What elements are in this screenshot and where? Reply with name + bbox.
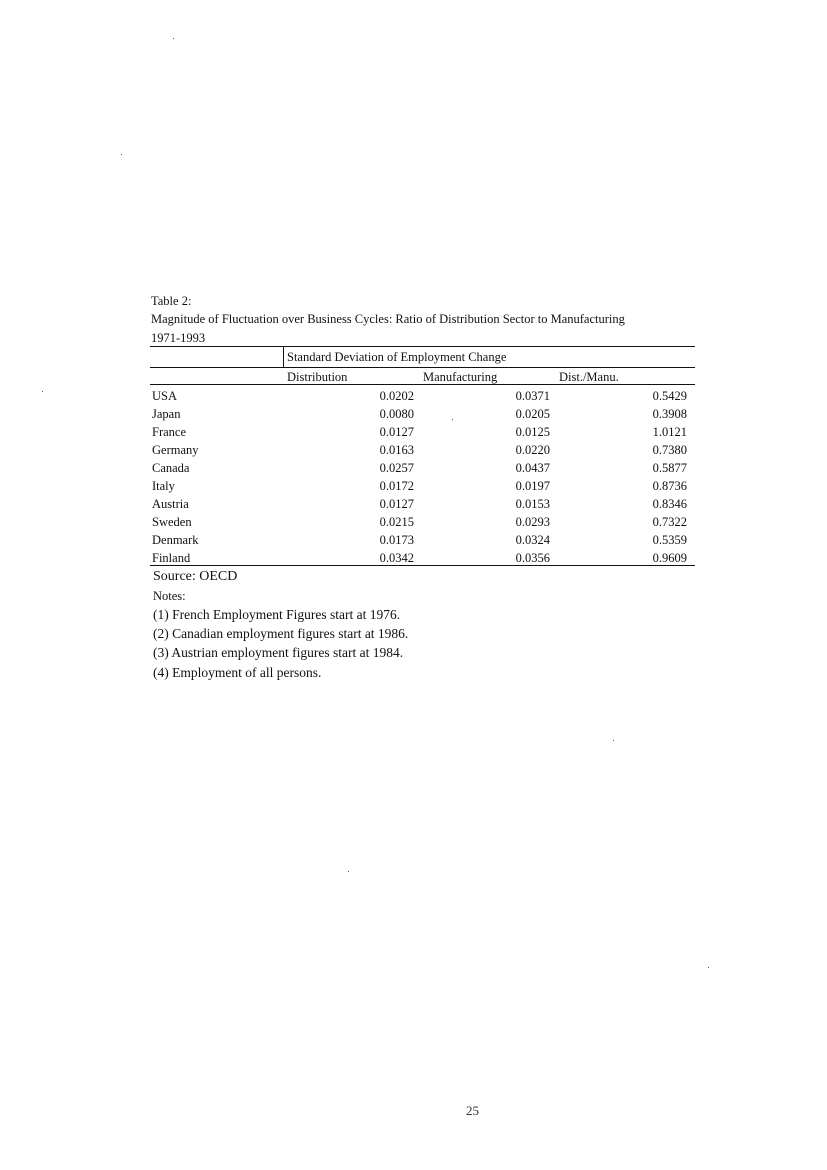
- ratio-cell: 0.7322: [652, 515, 687, 529]
- table-bottom-rule: [150, 565, 695, 566]
- table-source: Source: OECD: [153, 569, 238, 584]
- scan-speck: [173, 38, 174, 39]
- country-cell: Japan: [152, 407, 181, 421]
- table-row: [150, 477, 695, 495]
- distribution-cell: 0.0342: [379, 551, 414, 565]
- scan-speck: [613, 740, 614, 741]
- table-label: Table 2:: [151, 294, 192, 308]
- note-item: (3) Austrian employment figures start at 1984.: [153, 645, 404, 660]
- country-cell: Finland: [152, 551, 191, 565]
- country-cell: France: [152, 425, 187, 439]
- ratio-cell: 0.3908: [652, 407, 687, 421]
- column-header-distribution: Distribution: [287, 370, 348, 384]
- distribution-cell: 0.0202: [379, 389, 414, 403]
- ratio-cell: 0.9609: [652, 551, 687, 565]
- note-item: (1) French Employment Figures start at 1976.: [153, 607, 401, 622]
- ratio-cell: 0.5877: [652, 461, 687, 475]
- distribution-cell: 0.0163: [379, 443, 414, 457]
- distribution-cell: 0.0173: [379, 533, 414, 547]
- ratio-cell: 0.8346: [652, 497, 687, 511]
- manufacturing-cell: 0.0356: [515, 551, 550, 565]
- scan-speck: [348, 871, 349, 872]
- table-row: [150, 459, 695, 477]
- country-cell: Austria: [152, 497, 189, 511]
- country-cell: Germany: [152, 443, 199, 457]
- ratio-cell: 1.0121: [652, 425, 687, 439]
- table-row: [150, 531, 695, 549]
- table-row: [150, 495, 695, 513]
- manufacturing-cell: 0.0437: [515, 461, 550, 475]
- group-header: Standard Deviation of Employment Change: [287, 350, 507, 364]
- scan-speck: [121, 154, 122, 155]
- table-row: [150, 387, 695, 405]
- group-header-divider: [283, 346, 284, 367]
- table-row: [150, 513, 695, 531]
- scan-speck: [42, 391, 43, 392]
- group-header-rule: [150, 367, 695, 368]
- manufacturing-cell: 0.0205: [515, 407, 550, 421]
- distribution-cell: 0.0127: [379, 497, 414, 511]
- scan-speck: [708, 967, 709, 968]
- distribution-cell: 0.0257: [379, 461, 414, 475]
- ratio-cell: 0.7380: [652, 443, 687, 457]
- table-row: [150, 423, 695, 441]
- table-top-rule: [150, 346, 695, 347]
- distribution-cell: 0.0172: [379, 479, 414, 493]
- manufacturing-cell: 0.0324: [515, 533, 550, 547]
- column-header-manufacturing: Manufacturing: [423, 370, 498, 384]
- manufacturing-cell: 0.0125: [515, 425, 550, 439]
- column-header-rule: [150, 384, 695, 385]
- country-cell: Denmark: [152, 533, 199, 547]
- table-title: Magnitude of Fluctuation over Business Cycles: Ratio of Distribution Sector to Manufacturing: [151, 312, 625, 326]
- country-cell: USA: [152, 389, 178, 403]
- manufacturing-cell: 0.0220: [515, 443, 550, 457]
- manufacturing-cell: 0.0371: [515, 389, 550, 403]
- distribution-cell: 0.0215: [379, 515, 414, 529]
- ratio-cell: 0.8736: [652, 479, 687, 493]
- country-cell: Sweden: [152, 515, 192, 529]
- scan-speck: [452, 419, 453, 420]
- manufacturing-cell: 0.0153: [515, 497, 550, 511]
- ratio-cell: 0.5429: [652, 389, 687, 403]
- country-cell: Italy: [152, 479, 175, 493]
- ratio-cell: 0.5359: [652, 533, 687, 547]
- manufacturing-cell: 0.0293: [515, 515, 550, 529]
- distribution-cell: 0.0127: [379, 425, 414, 439]
- notes-heading: Notes:: [153, 589, 186, 603]
- manufacturing-cell: 0.0197: [515, 479, 550, 493]
- distribution-cell: 0.0080: [379, 407, 414, 421]
- table-row: [150, 405, 695, 423]
- note-item: (2) Canadian employment figures start at 1986.: [153, 626, 409, 641]
- note-item: (4) Employment of all persons.: [153, 665, 322, 680]
- table-period: 1971-1993: [151, 331, 206, 345]
- page-number: 25: [466, 1103, 479, 1118]
- country-cell: Canada: [152, 461, 190, 475]
- column-header-ratio: Dist./Manu.: [559, 370, 619, 384]
- table-row: [150, 441, 695, 459]
